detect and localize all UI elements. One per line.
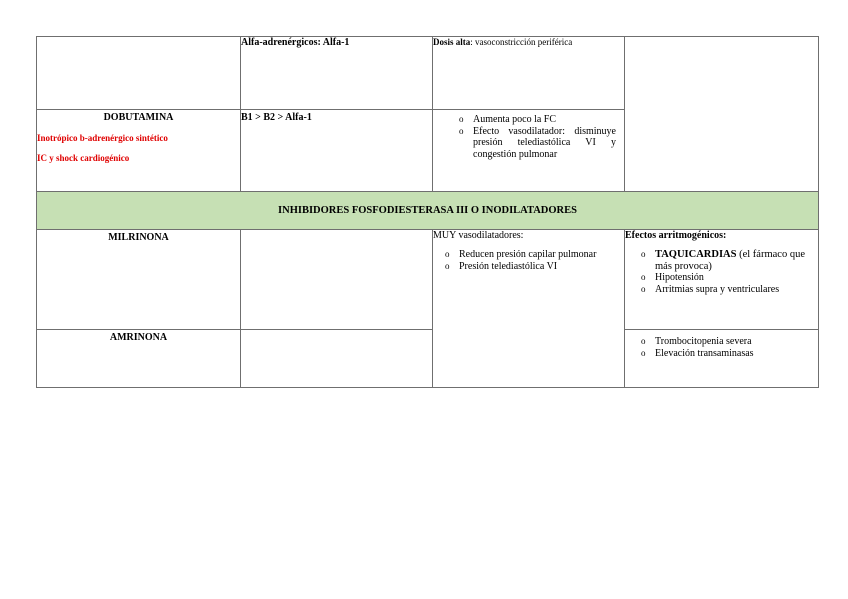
table-row-milrinona [37,230,819,330]
milrinona-name-cell [37,230,241,330]
amrinona-name: AMRINONA [109,332,168,343]
list-item: o Trombocitopenia severa [655,336,818,348]
milrinona-effect-intro: MUY vasodilatadores: [433,230,524,241]
milrinona-adverse-title: Efectos arritmogénicos: [625,230,727,241]
amrinona-name-cell [37,330,241,388]
milrinona-adverse-list [625,249,818,295]
dobutamina-receptor-text: B1 > B2 > Alfa-1 [241,112,312,123]
alfa-effect-cell [433,37,625,110]
amrinona-adverse-list [625,336,818,359]
milrinona-adverse-cell [625,230,819,330]
list-item [655,249,810,272]
amrinona-receptor-cell [241,330,433,388]
list-item: o Presión telediastólica VI [459,261,624,273]
milrinona-receptor-cell [241,230,433,330]
table-row-alfa [37,37,819,110]
drug-table [36,36,819,388]
amrinona-adverse-cell [625,330,819,388]
table-row-amrinona [37,330,819,388]
dobutamina-note-inotropico: Inotrópico b-adrenérgico sintético [37,133,168,143]
list-item: o Arritmias supra y ventriculares [655,284,810,296]
milrinona-effect-list [433,249,624,272]
alfa-name-cell [37,37,241,110]
table-row-section [37,192,819,230]
taquicardias-note: (el fármaco que más provoca) [655,249,805,272]
dobutamina-name-cell [37,110,241,192]
alfa-dose-label: Dosis alta [433,37,471,47]
list-item: o Efecto vasodilatador: disminuye presión telediastólica VI y congestión pulmonar [473,126,616,161]
alfa-dose-text: : vasoconstricción periférica [470,37,573,47]
list-item: o Aumenta poco la FC [473,114,616,126]
taquicardias-label: TAQUICARDIAS [655,249,737,260]
dobutamina-effect-list [451,114,616,160]
dobutamina-receptor-cell [241,110,433,192]
alfa-adverse-cell [625,37,819,192]
milrinona-effect-cell [433,230,625,388]
milrinona-name: MILRINONA [108,232,169,243]
list-item: o Elevación transaminasas [655,348,818,360]
dobutamina-effect-cell [433,110,625,192]
alfa-receptor-cell [241,37,433,110]
alfa-receptor-text: Alfa-adrenérgicos: Alfa-1 [241,37,350,48]
dobutamina-note-ic: IC y shock cardiogénico [37,153,130,163]
list-item: o Hipotensión [655,272,810,284]
list-item: o Reducen presión capilar pulmonar [459,249,624,261]
dobutamina-name: DOBUTAMINA [103,112,174,123]
section-header: INHIBIDORES FOSFODIESTERASA III O INODILATADORES [37,192,819,230]
